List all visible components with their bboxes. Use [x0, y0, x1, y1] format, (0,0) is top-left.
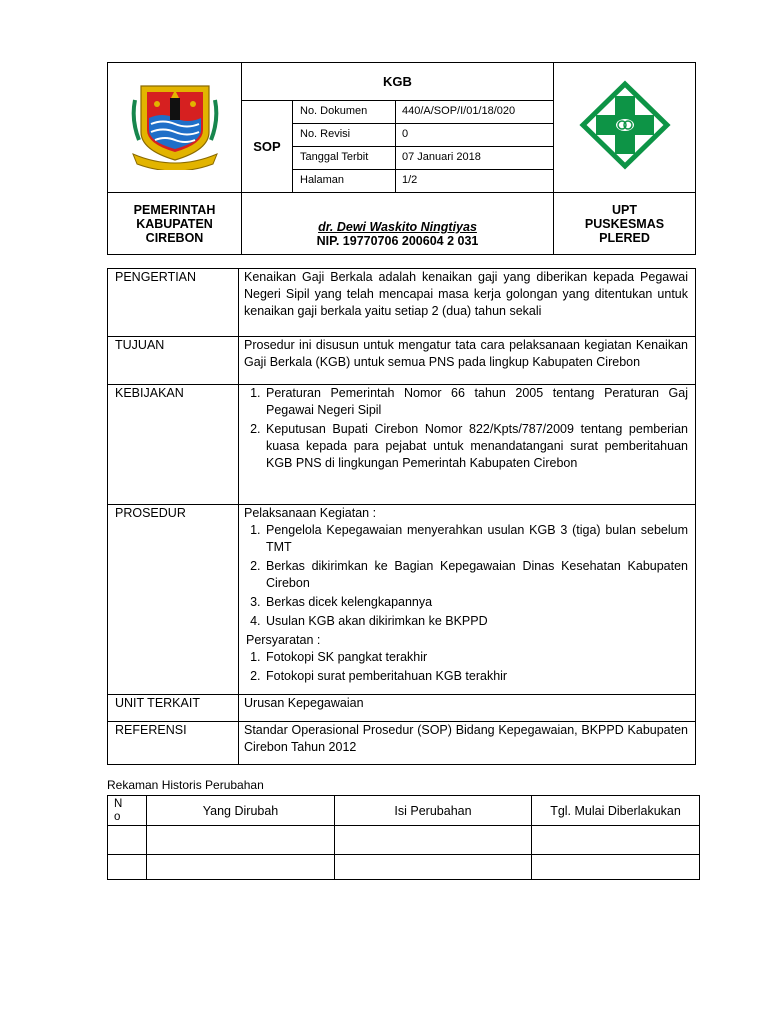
kabupaten-cirebon-emblem-icon: [129, 80, 221, 170]
tujuan-text: Prosedur ini disusun untuk mengatur tata cara pelaksanaan kegiatan Kenaikan Gaji Berkala (KGB) untuk semua PNS pada lingkup Kabupaten Cirebon: [239, 337, 696, 385]
pelaksanaan-list: [244, 522, 688, 630]
org-line: UPT: [612, 202, 637, 217]
kebijakan-content: [239, 385, 696, 505]
meta-label: No. Dokumen: [293, 101, 396, 124]
table-cell: [147, 826, 335, 855]
history-header-row: [108, 796, 700, 826]
meta-label: Halaman: [293, 170, 396, 193]
meta-value: 07 Januari 2018: [396, 147, 554, 170]
org-line: KABUPATEN: [136, 216, 213, 231]
meta-value: 1/2: [396, 170, 554, 193]
persyaratan-heading: Persyaratan :: [246, 633, 321, 647]
table-cell: [532, 826, 700, 855]
table-cell: [532, 855, 700, 880]
list-item: 4. Usulan KGB akan dikirimkan ke BKPPD: [264, 613, 688, 630]
table-cell: [108, 855, 147, 880]
column-header: Tgl. Mulai Diberlakukan: [532, 796, 700, 826]
list-item: 2. Berkas dikirimkan ke Bagian Kepegawaian Dinas Kesehatan Kabupaten Cirebon: [264, 558, 688, 592]
column-header-no: [108, 796, 147, 826]
pengertian-text: Kenaikan Gaji Berkala adalah kenaikan gaji yang diberikan kepada Pegawai Negeri Sipil yang telah mencapai masa kerja golongan yang ditentukan untuk kenaikan gaji berkala yaitu setiap 2 (dua) tahun sekali: [239, 269, 696, 337]
section-label: PENGERTIAN: [108, 269, 239, 337]
signer-nip: NIP. 19770706 200604 2 031: [316, 234, 479, 248]
sop-header-table: [107, 62, 696, 255]
history-table: [107, 795, 700, 880]
org-line: PLERED: [599, 230, 650, 245]
section-label: UNIT TERKAIT: [108, 695, 239, 722]
table-row: [108, 826, 700, 855]
section-label: REFERENSI: [108, 722, 239, 765]
table-row: [108, 855, 700, 880]
meta-label: No. Revisi: [293, 124, 396, 147]
meta-label: Tanggal Terbit: [293, 147, 396, 170]
persyaratan-list: [244, 649, 688, 685]
list-item: 2. Fotokopi surat pemberitahuan KGB terakhir: [264, 668, 688, 685]
section-label: KEBIJAKAN: [108, 385, 239, 505]
table-cell: [147, 855, 335, 880]
pelaksanaan-heading: Pelaksanaan Kegiatan :: [244, 506, 377, 520]
document-title: KGB: [242, 63, 554, 101]
meta-value: 440/A/SOP/I/01/18/020: [396, 101, 554, 124]
kebijakan-list: [244, 385, 688, 472]
referensi-text: Standar Operasional Prosedur (SOP) Bidang Kepegawaian, BKPPD Kabupaten Cirebon Tahun 2012: [239, 722, 696, 765]
section-label: TUJUAN: [108, 337, 239, 385]
list-item: 1. Peraturan Pemerintah Nomor 66 tahun 2005 tentang Peraturan Gaj Pegawai Negeri Sipil: [264, 385, 688, 419]
sop-body-table: [107, 268, 696, 765]
unit-text: Urusan Kepegawaian: [239, 695, 696, 722]
list-item: 3. Berkas dicek kelengkapannya: [264, 594, 688, 611]
table-cell: [335, 855, 532, 880]
signer-name: dr. Dewi Waskito Ningtiyas: [318, 220, 477, 234]
org-line: CIREBON: [145, 230, 204, 245]
section-label: PROSEDUR: [108, 505, 239, 695]
list-item: 2. Keputusan Bupati Cirebon Nomor 822/Kpts/787/2009 tentang pemberian kuasa kepada para pejabat untuk menandatangani surat pemberitahuan KGB PNS di lingkungan Pemerintah Kabupaten Cirebon: [264, 421, 688, 472]
header-line: o: [114, 810, 121, 823]
table-cell: [108, 826, 147, 855]
column-header: Isi Perubahan: [335, 796, 532, 826]
unit-organization: [554, 193, 696, 255]
puskesmas-logo-cell: [554, 63, 696, 193]
issuing-organization: [108, 193, 242, 255]
list-item: 1. Pengelola Kepegawaian menyerahkan usulan KGB 3 (tiga) bulan sebelum TMT: [264, 522, 688, 556]
column-header: Yang Dirubah: [147, 796, 335, 826]
kabupaten-logo-cell: [108, 63, 242, 193]
list-item: 1. Fotokopi SK pangkat terakhir: [264, 649, 688, 666]
meta-value: 0: [396, 124, 554, 147]
org-line: PEMERINTAH: [133, 202, 216, 217]
signature-block: [242, 193, 554, 255]
org-line: PUSKESMAS: [584, 216, 665, 231]
history-title: Rekaman Historis Perubahan: [107, 778, 264, 792]
prosedur-content: [239, 505, 696, 695]
header-line: N: [114, 797, 123, 810]
sop-label: SOP: [242, 101, 293, 193]
table-cell: [335, 826, 532, 855]
puskesmas-logo-icon: [577, 80, 673, 170]
